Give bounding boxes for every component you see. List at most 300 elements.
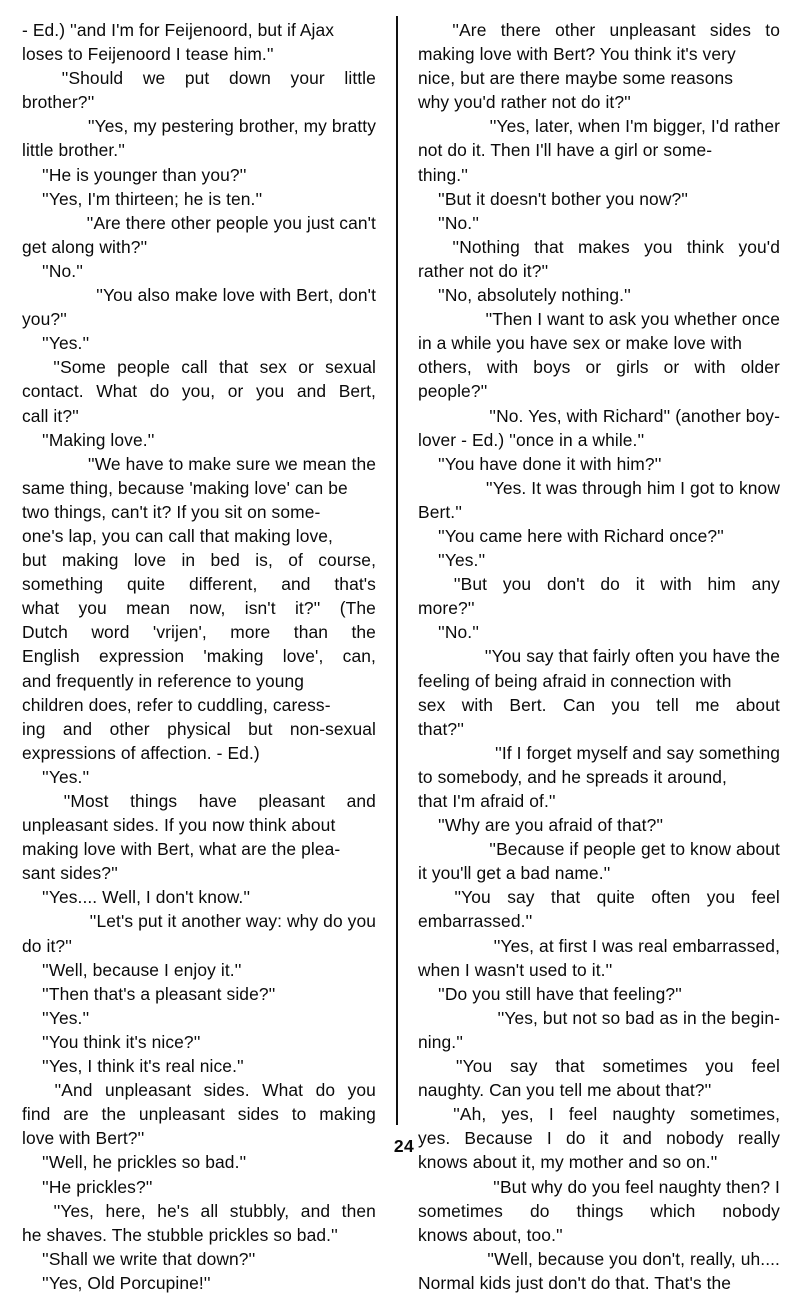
text-line: [418, 596, 780, 620]
text-run: making: [61, 550, 119, 571]
text-line: [418, 307, 780, 331]
text-run: or: [298, 357, 314, 378]
text-run: you: [705, 1056, 734, 1077]
text-line: [22, 885, 376, 909]
text-line: [418, 476, 780, 500]
text-run: ''Let's put it another way: why do you: [89, 911, 376, 932]
text-run: sides: [237, 1104, 279, 1125]
text-run: naughty. Can you tell me about that?'': [418, 1080, 712, 1101]
text-run: ''You say that fairly often you have the: [484, 646, 780, 667]
text-run: and: [622, 1128, 652, 1149]
text-line: [418, 138, 780, 162]
text-run: call: [181, 357, 208, 378]
text-run: making love with Bert? You think it's very: [418, 44, 736, 65]
text-run: sex: [259, 357, 287, 378]
text-line: [22, 404, 376, 428]
text-run: call it?'': [22, 405, 79, 426]
text-run: Dutch: [22, 622, 68, 643]
text-run: that's: [334, 574, 376, 595]
text-run: 'vrijen',: [152, 622, 207, 643]
text-run: ''Yes, I think it's real nice.'': [42, 1056, 244, 1077]
text-run: do: [149, 381, 170, 402]
text-line: [418, 1054, 780, 1078]
text-line: [22, 837, 376, 861]
text-run: you: [611, 694, 640, 715]
text-run: knows about, too.'': [418, 1224, 563, 1245]
text-run: ''He prickles?'': [42, 1176, 153, 1197]
text-line: [22, 861, 376, 885]
text-line: [22, 1078, 376, 1102]
text-run: boys: [533, 357, 571, 378]
text-run: or: [585, 357, 602, 378]
text-line: [418, 789, 780, 813]
text-run: thing.'': [418, 164, 468, 185]
text-run: physical: [167, 718, 231, 739]
text-run: your: [290, 68, 325, 89]
text-run: ''But it doesn't bother you now?'': [438, 188, 689, 209]
text-line: [418, 524, 780, 548]
text-line: [418, 1006, 780, 1030]
text-line: [418, 187, 780, 211]
text-run: different,: [189, 574, 258, 595]
text-line: [418, 861, 780, 885]
text-run: don't: [546, 574, 585, 595]
text-run: find: [22, 1104, 51, 1125]
text-line: [22, 717, 376, 741]
text-line: [418, 717, 780, 741]
text-run: here,: [105, 1200, 146, 1221]
text-run: pleasant: [258, 791, 326, 811]
text-line: [22, 813, 376, 837]
text-run: English: [22, 646, 80, 667]
text-run: it: [599, 1128, 609, 1149]
text-run: more: [230, 622, 271, 643]
text-line: [418, 741, 780, 765]
text-line: [418, 693, 780, 717]
text-run: ''You think it's nice?'': [42, 1031, 201, 1052]
text-run: brother?'': [22, 92, 95, 113]
text-run: yes,: [501, 1104, 534, 1125]
text-run: it you'll get a bad name.'': [418, 863, 611, 884]
text-run: nobody: [666, 1128, 724, 1149]
text-line: [418, 331, 780, 355]
text-line: [22, 765, 376, 789]
text-run: ''Well, because you don't, really, uh....: [487, 1248, 780, 1269]
text-run: with: [486, 357, 519, 378]
text-run: what: [22, 598, 60, 619]
text-line: [22, 1199, 376, 1223]
text-run: I: [546, 1128, 552, 1149]
text-line: [22, 66, 376, 90]
text-run: ''You: [454, 887, 491, 908]
text-run: non-sexual: [289, 718, 376, 739]
text-run: ''But why do you feel naughty then? I: [493, 1176, 780, 1197]
text-run: ''Yes, I'm thirteen; he is ten.'': [42, 188, 263, 209]
text-line: [418, 548, 780, 572]
text-line: [418, 765, 780, 789]
text-line: [418, 1175, 780, 1199]
text-run: now,: [189, 598, 226, 619]
text-run: that I'm afraid of.'': [418, 791, 556, 811]
text-run: unpleasant: [609, 20, 696, 40]
text-line: [22, 379, 376, 403]
text-run: course,: [318, 550, 376, 571]
text-run: with: [694, 357, 726, 378]
text-run: any: [751, 574, 780, 595]
text-run: ''No, absolutely nothing.'': [438, 285, 631, 306]
text-run: sometimes: [418, 1200, 503, 1221]
text-run: embarrassed.'': [418, 911, 533, 932]
text-line: [418, 982, 780, 1006]
text-run: nobody: [722, 1200, 780, 1221]
right-text-column: [418, 18, 780, 1295]
text-line: [418, 572, 780, 596]
text-run: you: [78, 598, 107, 619]
text-line: [418, 1271, 780, 1295]
text-run: him: [707, 574, 736, 595]
text-run: sometimes: [602, 1056, 688, 1077]
text-run: little brother.'': [22, 140, 126, 161]
text-line: [418, 163, 780, 187]
text-line: [22, 331, 376, 355]
text-line: [418, 620, 780, 644]
text-line: [418, 1078, 780, 1102]
text-run: feel: [568, 1104, 598, 1125]
text-run: word: [91, 622, 130, 643]
text-line: [418, 1199, 780, 1223]
text-run: sides: [709, 20, 752, 40]
text-run: that: [555, 1056, 585, 1077]
text-run: expressions of affection. - Ed.): [22, 742, 260, 763]
text-run: ''Then I want to ask you whether once: [485, 309, 780, 330]
text-run: which: [650, 1200, 696, 1221]
text-line: [22, 18, 376, 42]
text-line: [22, 259, 376, 283]
text-run: there: [500, 20, 541, 40]
text-line: [22, 211, 376, 235]
text-run: or: [227, 381, 244, 402]
text-run: do: [529, 1200, 550, 1221]
text-run: we: [142, 68, 166, 89]
text-run: not do it. Then I'll have a girl or some-: [418, 140, 713, 161]
text-line: [418, 90, 780, 114]
text-line: [22, 958, 376, 982]
text-run: you,: [181, 381, 216, 402]
text-run: ''You: [455, 1056, 493, 1077]
text-run: when I wasn't used to it.'': [418, 959, 613, 980]
text-run: ''You also make love with Bert, don't: [96, 285, 376, 306]
text-run: ''Yes.'': [42, 766, 90, 787]
text-line: [418, 379, 780, 403]
text-line: [22, 1247, 376, 1271]
text-run: ''Yes, Old Porcupine!'': [42, 1272, 211, 1293]
text-run: me: [695, 694, 720, 715]
text-run: rather not do it?'': [418, 260, 549, 281]
text-line: [418, 42, 780, 66]
text-run: you: [644, 236, 673, 257]
page-number-folio: 24: [393, 1136, 415, 1156]
text-line: [418, 355, 780, 379]
text-run: it?'': [294, 598, 321, 619]
text-run: ''Yes.... Well, I don't know.'': [42, 887, 251, 908]
text-run: that?'': [418, 718, 465, 739]
text-run: ''No.'': [42, 260, 84, 281]
text-line: [22, 524, 376, 548]
column-divider-rule: [396, 16, 398, 1125]
text-line: [22, 283, 376, 307]
text-run: ''Because if people get to know about: [489, 839, 780, 860]
text-run: ''No.'': [438, 622, 480, 643]
text-run: is,: [255, 550, 273, 571]
text-line: [22, 644, 376, 668]
text-run: ''Are: [452, 20, 487, 40]
text-run: or: [663, 357, 680, 378]
text-line: [418, 958, 780, 982]
text-run: ''And: [54, 1080, 93, 1101]
text-line: [418, 1223, 780, 1247]
text-run: ''Yes, but not so bad as in the begin-: [497, 1007, 780, 1028]
text-run: yes.: [418, 1128, 451, 1149]
text-line: [418, 1030, 780, 1054]
text-run: ''No.'': [438, 212, 480, 233]
text-run: ''Do you still have that feeling?'': [438, 983, 682, 1004]
text-line: [418, 259, 780, 283]
text-run: unpleasant: [105, 1080, 192, 1101]
text-run: making love with Bert, what are the plea-: [22, 839, 341, 860]
text-run: get along with?'': [22, 236, 148, 257]
text-run: love',: [282, 646, 324, 667]
text-run: sant sides?'': [22, 863, 118, 884]
text-run: ''Yes. It was through him I got to know: [485, 477, 780, 498]
text-run: can,: [342, 646, 376, 667]
text-run: ''No. Yes, with Richard'' (another boy-: [489, 405, 780, 426]
text-run: he shaves. The stubble prickles so bad.'': [22, 1224, 338, 1245]
text-run: do: [600, 574, 620, 595]
text-run: stubbly,: [229, 1200, 290, 1221]
text-run: Bert.: [509, 694, 547, 715]
text-run: two things, can't it? If you sit on some-: [22, 501, 321, 522]
text-line: [418, 934, 780, 958]
text-run: ''Yes, my pestering brother, my bratty: [87, 116, 376, 137]
text-line: [22, 235, 376, 259]
text-line: [418, 235, 780, 259]
text-run: down: [228, 68, 271, 89]
text-run: ''Ah,: [453, 1104, 487, 1125]
text-line: [22, 1175, 376, 1199]
text-run: naughty: [612, 1104, 675, 1125]
text-line: [22, 307, 376, 331]
text-line: [22, 1054, 376, 1078]
text-line: [22, 476, 376, 500]
text-run: (The: [339, 598, 376, 619]
text-run: ''He is younger than you?'': [42, 164, 247, 185]
text-line: [22, 42, 376, 66]
text-run: things: [130, 791, 178, 811]
text-run: others,: [418, 357, 472, 378]
text-run: ''Most: [63, 791, 109, 811]
text-run: expression: [99, 646, 185, 667]
text-run: that: [534, 236, 564, 257]
text-run: ''Then that's a pleasant side?'': [42, 983, 276, 1004]
text-line: [22, 90, 376, 114]
text-line: [418, 1247, 780, 1271]
text-run: I: [548, 1104, 554, 1125]
text-run: lover - Ed.) ''once in a while.'': [418, 429, 645, 450]
text-run: one's lap, you can call that making love,: [22, 525, 333, 546]
text-line: [418, 1102, 780, 1126]
text-run: ''Well, he prickles so bad.'': [42, 1152, 247, 1173]
text-run: but: [22, 550, 47, 571]
text-line: [22, 163, 376, 187]
text-line: [22, 138, 376, 162]
text-run: than: [293, 622, 329, 643]
text-run: ''Yes, at first I was real embarrassed,: [493, 935, 780, 956]
text-line: [418, 66, 780, 90]
text-line: [418, 885, 780, 909]
text-run: quite: [596, 887, 635, 908]
text-run: tell: [656, 694, 679, 715]
text-run: it: [635, 574, 645, 595]
text-run: other: [109, 718, 150, 739]
text-run: children does, refer to cuddling, caress-: [22, 694, 331, 715]
text-run: really: [737, 1128, 780, 1149]
text-run: ''Yes,: [53, 1200, 94, 1221]
text-run: Can: [562, 694, 596, 715]
text-run: think: [686, 236, 725, 257]
text-run: and frequently in reference to young: [22, 670, 305, 691]
text-run: that: [218, 357, 249, 378]
text-run: and: [62, 718, 93, 739]
text-line: [418, 500, 780, 524]
text-run: ''Some: [53, 357, 106, 378]
text-line: [22, 355, 376, 379]
text-line: [418, 18, 780, 42]
text-run: the: [101, 1104, 127, 1125]
text-line: [22, 187, 376, 211]
left-text-column: [22, 18, 376, 1295]
text-line: [22, 114, 376, 138]
text-run: and: [281, 574, 311, 595]
text-run: you?'': [22, 309, 67, 330]
text-run: to: [291, 1104, 307, 1125]
text-line: [22, 982, 376, 1006]
text-run: 'making: [203, 646, 264, 667]
text-line: [418, 428, 780, 452]
text-run: to: [765, 20, 780, 40]
text-run: do: [315, 1080, 336, 1101]
text-run: What: [96, 381, 138, 402]
text-run: What: [262, 1080, 304, 1101]
text-run: then: [341, 1200, 376, 1221]
text-run: loses to Feijenoord I tease him.'': [22, 44, 274, 65]
text-run: feel: [751, 887, 780, 908]
text-run: older: [740, 357, 780, 378]
text-run: something: [22, 574, 104, 595]
text-run: little: [344, 68, 376, 89]
text-run: knows about it, my mother and so on.'': [418, 1152, 718, 1173]
text-run: same thing, because 'making love' can be: [22, 477, 348, 498]
text-run: all: [200, 1200, 219, 1221]
text-run: quite: [126, 574, 166, 595]
text-run: ''Well, because I enjoy it.'': [42, 959, 242, 980]
text-line: [418, 909, 780, 933]
text-run: you: [502, 574, 532, 595]
text-run: ''Yes.'': [42, 1007, 90, 1028]
text-run: do: [565, 1128, 586, 1149]
text-line: [22, 693, 376, 717]
text-run: say: [510, 1056, 538, 1077]
text-run: sex: [418, 694, 446, 715]
text-run: ing: [22, 718, 46, 739]
text-line: [22, 1223, 376, 1247]
text-run: put: [184, 68, 210, 89]
text-run: ''Shall we write that down?'': [42, 1248, 256, 1269]
text-line: [22, 669, 376, 693]
text-line: [418, 114, 780, 138]
text-run: makes: [578, 236, 630, 257]
text-run: contact.: [22, 381, 84, 402]
text-run: - Ed.) ''and I'm for Feijenoord, but if Ajax: [22, 20, 335, 40]
text-run: why you'd rather not do it?'': [418, 92, 631, 113]
text-line: [22, 500, 376, 524]
text-run: and: [296, 381, 327, 402]
text-run: love: [133, 550, 167, 571]
text-run: do it?'': [22, 935, 72, 956]
text-run: are: [63, 1104, 89, 1125]
text-line: [22, 452, 376, 476]
text-run: things: [576, 1200, 624, 1221]
text-run: say: [507, 887, 535, 908]
text-run: isn't: [244, 598, 276, 619]
text-run: ''But: [453, 574, 488, 595]
text-run: sometimes,: [690, 1104, 780, 1125]
text-run: you: [255, 381, 285, 402]
text-run: people?'': [418, 381, 488, 402]
text-run: and: [346, 791, 376, 811]
text-run: unpleasant sides. If you now think about: [22, 815, 336, 836]
text-run: you: [347, 1080, 376, 1101]
text-line: [418, 669, 780, 693]
text-run: feeling of being afraid in connection with: [418, 670, 732, 691]
text-run: ''Nothing: [452, 236, 520, 257]
text-run: Normal kids just don't do that. That's the: [418, 1272, 732, 1293]
text-run: often: [651, 887, 691, 908]
text-run: other: [555, 20, 596, 40]
text-line: [22, 1030, 376, 1054]
text-run: ''Making love.'': [42, 429, 155, 450]
text-run: making: [319, 1104, 376, 1125]
text-run: but: [248, 718, 273, 739]
text-line: [418, 211, 780, 235]
text-line: [22, 596, 376, 620]
text-run: in: [181, 550, 196, 571]
text-run: people: [117, 357, 170, 378]
text-run: girls: [616, 357, 649, 378]
text-run: sides.: [203, 1080, 250, 1101]
text-run: in a while you have sex or make love with: [418, 333, 743, 354]
text-run: have: [198, 791, 237, 811]
text-run: the: [351, 622, 376, 643]
text-run: ''Yes.'': [438, 550, 486, 571]
text-run: ''If I forget myself and say something: [495, 742, 780, 763]
text-line: [418, 452, 780, 476]
text-line: [22, 789, 376, 813]
text-line: [418, 404, 780, 428]
text-run: Because: [464, 1128, 533, 1149]
text-line: [22, 620, 376, 644]
text-line: [22, 572, 376, 596]
text-run: feel: [751, 1056, 780, 1077]
